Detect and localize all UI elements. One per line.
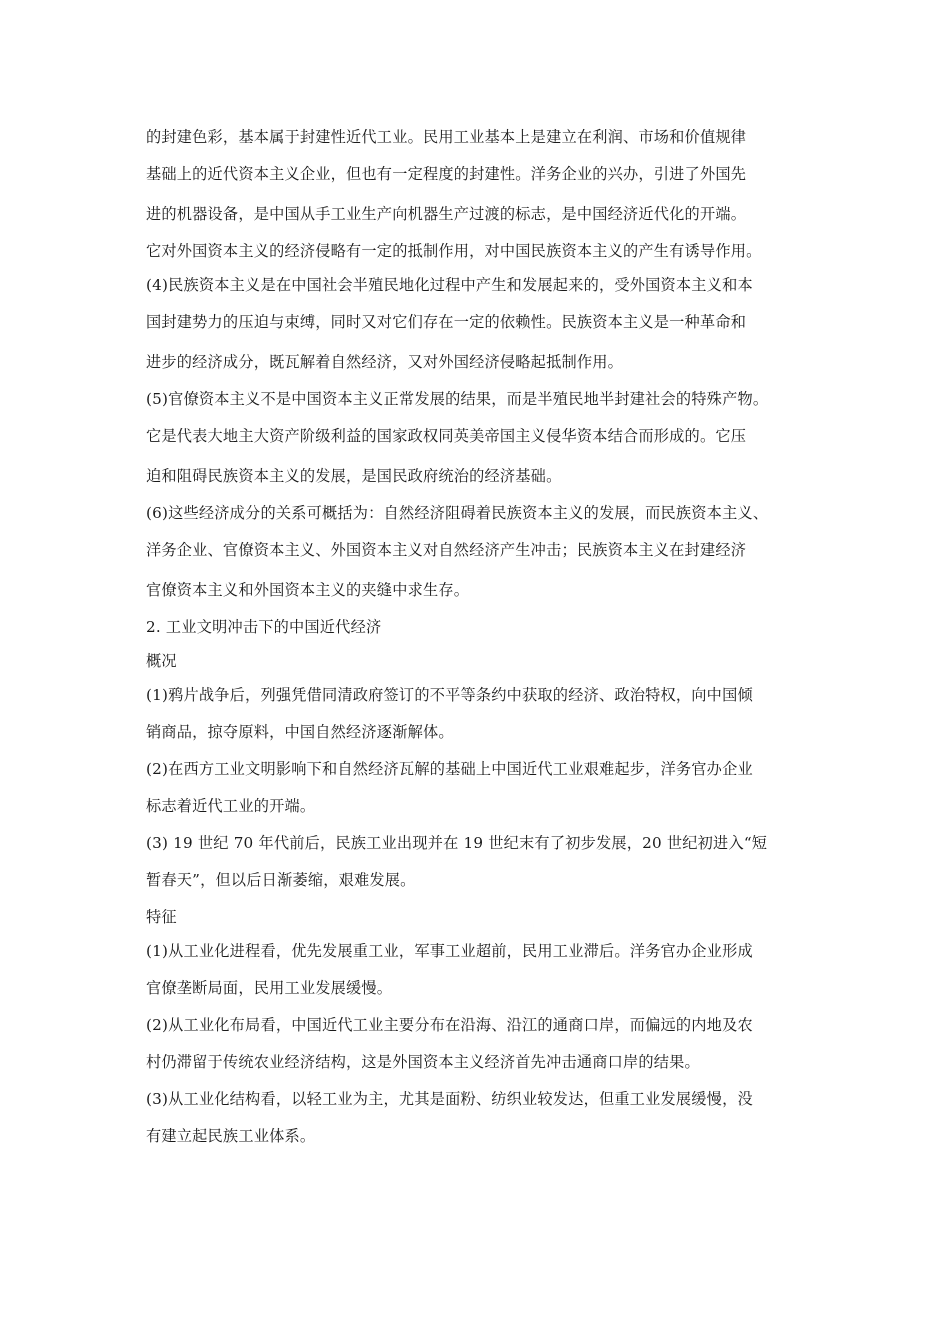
text-line: 销商品，掠夺原料，中国自然经济逐渐解体。	[146, 723, 454, 741]
text-line: 洋务企业、官僚资本主义、外国资本主义对自然经济产生冲击；民族资本主义在封建经济	[146, 541, 747, 559]
text-line: (3)从工业化结构看，以轻工业为主，尤其是面粉、纺织业较发达，但重工业发展缓慢，没	[146, 1090, 753, 1108]
subsection-heading: 特征	[146, 908, 177, 926]
text-line: 的封建色彩，基本属于封建性近代工业。民用工业基本上是建立在利润、市场和价值规律	[146, 128, 747, 146]
text-line: (4)民族资本主义是在中国社会半殖民地化过程中产生和发展起来的，受外国资本主义和本	[146, 276, 753, 294]
text-line: (2)从工业化布局看，中国近代工业主要分布在沿海、沿江的通商口岸，而偏远的内地及农	[146, 1016, 753, 1034]
text-line: 进的机器设备，是中国从手工业生产向机器生产过渡的标志，是中国经济近代化的开端。	[146, 205, 747, 223]
text-line: (5)官僚资本主义不是中国资本主义正常发展的结果，而是半殖民地半封建社会的特殊产物。	[146, 390, 769, 408]
text-line: 标志着近代工业的开端。	[146, 797, 316, 815]
text-line: 国封建势力的压迫与束缚，同时又对它们存在一定的依赖性。民族资本主义是一种革命和	[146, 313, 747, 331]
text-line: 迫和阻碍民族资本主义的发展，是国民政府统治的经济基础。	[146, 467, 562, 485]
text-line: (1)从工业化进程看，优先发展重工业，军事工业超前，民用工业滞后。洋务官办企业形成	[146, 942, 753, 960]
text-line: 官僚资本主义和外国资本主义的夹缝中求生存。	[146, 581, 470, 599]
text-line: 有建立起民族工业体系。	[146, 1127, 316, 1145]
section-heading: 2. 工业文明冲击下的中国近代经济	[146, 618, 382, 636]
text-line: 村仍滞留于传统农业经济结构，这是外国资本主义经济首先冲击通商口岸的结果。	[146, 1053, 700, 1071]
text-line: 它是代表大地主大资产阶级利益的国家政权同英美帝国主义侵华资本结合而形成的。它压	[146, 427, 747, 445]
text-line: 它对外国资本主义的经济侵略有一定的抵制作用，对中国民族资本主义的产生有诱导作用。	[146, 242, 762, 260]
subsection-heading: 概况	[146, 652, 177, 670]
text-line: 暂春天”，但以后日渐萎缩，艰难发展。	[146, 871, 416, 889]
text-line: (1)鸦片战争后，列强凭借同清政府签订的不平等条约中获取的经济、政治特权，向中国倾	[146, 686, 753, 704]
text-line: 基础上的近代资本主义企业，但也有一定程度的封建性。洋务企业的兴办，引进了外国先	[146, 165, 747, 183]
text-line: 官僚垄断局面，民用工业发展缓慢。	[146, 979, 393, 997]
text-line: 进步的经济成分，既瓦解着自然经济，又对外国经济侵略起抵制作用。	[146, 353, 624, 371]
text-line: (6)这些经济成分的关系可概括为：自然经济阻碍着民族资本主义的发展，而民族资本主义、	[146, 504, 769, 522]
document-page	[146, 120, 820, 1156]
text-line: (3) 19 世纪 70 年代前后，民族工业出现并在 19 世纪末有了初步发展，20 世纪初进入“短	[146, 834, 768, 852]
text-line: (2)在西方工业文明影响下和自然经济瓦解的基础上中国近代工业艰难起步，洋务官办企业	[146, 760, 753, 778]
